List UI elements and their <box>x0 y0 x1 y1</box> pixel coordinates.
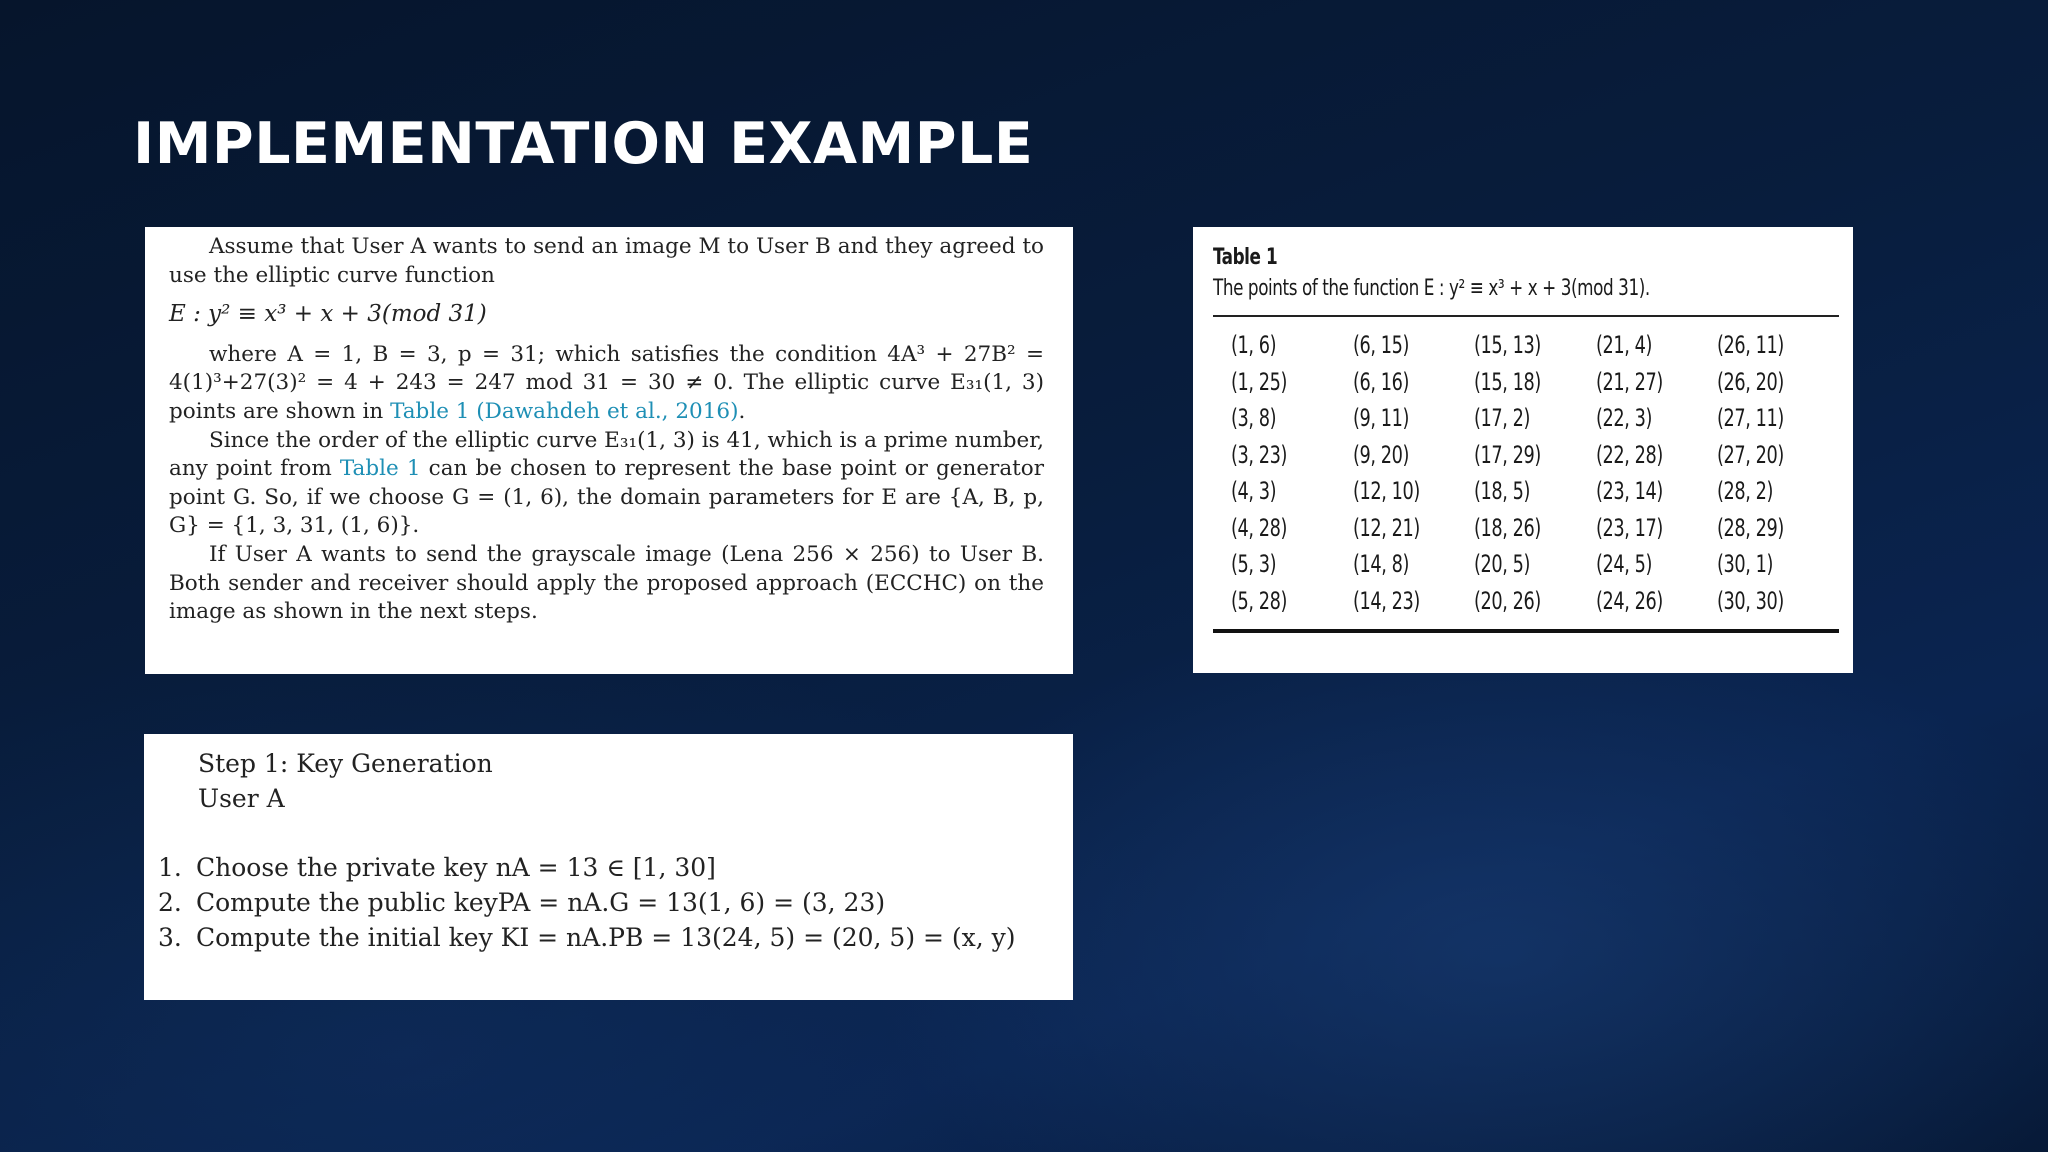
table-1-link[interactable]: Table 1 <box>390 398 470 424</box>
table-cell: (27, 20) <box>1717 440 1785 469</box>
step-number: 1. <box>158 853 182 882</box>
table-cell: (27, 11) <box>1717 404 1785 432</box>
key-generation-panel <box>144 734 1073 1000</box>
table-cell: (1, 6) <box>1231 331 1277 359</box>
table-cell: (18, 5) <box>1474 477 1531 505</box>
table-cell: (28, 29) <box>1717 513 1785 542</box>
step-text: Choose the private key nA = 13 ∈ [1, 30] <box>196 853 716 882</box>
table-cell: (17, 2) <box>1474 404 1531 432</box>
condition-end: . <box>738 398 746 424</box>
table-cell: (21, 4) <box>1595 331 1652 359</box>
table-cell: (22, 28) <box>1595 440 1663 469</box>
points-table-panel <box>1193 227 1853 673</box>
step-item <box>158 850 1061 885</box>
curve-equation: E : y² ≡ x³ + x + 3(mod 31) <box>169 301 487 328</box>
points-grid <box>1213 327 1839 619</box>
order-text-2: can be chosen to represent the base point or generator point G. So, if we choose G = (1, 6), the domain parameters for E are {A, B, p, G} = {1, 3, 31, (1, 6)}. <box>169 456 1045 539</box>
table-cell: (21, 27) <box>1595 367 1663 396</box>
table-cell: (17, 29) <box>1474 440 1542 469</box>
table-cell: (30, 1) <box>1717 550 1774 578</box>
condition-text: where A = 1, B = 3, p = 31; which satisfies the condition 4A³ + 27B² = 4(1)³+27(3)² = 4 + 243 = 247 mod 31 = 30 ≠ 0. The elliptic curve E₃₁(1, 3) points are shown in <box>169 341 1044 424</box>
step-text: Compute the initial key KI = nA.PB = 13(24, 5) = (20, 5) = (x, y) <box>196 923 1016 952</box>
table-cell: (20, 5) <box>1474 550 1531 578</box>
condition-paragraph <box>169 341 1044 427</box>
step-item <box>158 885 1061 920</box>
table-cell: (22, 3) <box>1595 404 1652 432</box>
step-number: 3. <box>158 923 182 952</box>
table-cell: (12, 21) <box>1352 513 1420 542</box>
order-text: Since the order of the elliptic curve E₃₁(1, 3) is 41, which is a prime number, any point from <box>169 427 1044 482</box>
table-cell: (4, 3) <box>1231 477 1277 505</box>
table-cell: (26, 11) <box>1717 331 1785 359</box>
step-title: Step 1: Key Generation <box>198 749 493 778</box>
table-cell: (4, 28) <box>1231 513 1287 542</box>
table-1-link-2[interactable]: Table 1 <box>339 456 421 482</box>
table-cell: (14, 23) <box>1352 586 1420 615</box>
table-cell: (12, 10) <box>1352 477 1420 505</box>
table-cell: (9, 20) <box>1352 440 1409 469</box>
table-cell: (28, 2) <box>1717 477 1774 505</box>
table-top-rule <box>1213 315 1839 317</box>
table-cell: (3, 8) <box>1231 404 1277 432</box>
step-item <box>158 920 1061 955</box>
slide-title: IMPLEMENTATION EXAMPLE <box>133 111 1034 177</box>
table-label: Table 1 <box>1213 245 1278 270</box>
table-bottom-rule <box>1213 629 1839 633</box>
table-cell: (26, 20) <box>1717 367 1785 396</box>
table-cell: (24, 5) <box>1595 550 1652 578</box>
table-cell: (24, 26) <box>1595 586 1663 615</box>
table-cell: (3, 23) <box>1231 440 1287 469</box>
table-caption: The points of the function E : y² ≡ x³ + x + 3(mod 31). <box>1213 276 1650 301</box>
step-text: Compute the public keyPA = nA.G = 13(1, 6) = (3, 23) <box>196 888 886 917</box>
table-cell: (20, 26) <box>1474 586 1542 615</box>
table-cell: (30, 30) <box>1717 586 1785 615</box>
step-list <box>158 850 1061 955</box>
table-cell: (5, 3) <box>1231 550 1277 578</box>
step-number: 2. <box>158 888 182 917</box>
table-cell: (23, 17) <box>1595 513 1663 542</box>
table-cell: (5, 28) <box>1231 586 1287 615</box>
table-cell: (14, 8) <box>1352 550 1409 578</box>
step-user: User A <box>198 784 285 813</box>
paper-text-excerpt <box>145 227 1073 674</box>
table-cell: (23, 14) <box>1595 477 1663 505</box>
table-cell: (1, 25) <box>1231 367 1287 396</box>
table-cell: (9, 11) <box>1352 404 1409 432</box>
intro-paragraph: Assume that User A wants to send an image M to User B and they agreed to use the elliptic curve function <box>169 234 1044 288</box>
table-cell: (15, 18) <box>1474 367 1542 396</box>
lena-paragraph: If User A wants to send the grayscale image (Lena 256 × 256) to User B. Both sender and receiver should apply the proposed approach (ECCHC) on the image as shown in the next steps. <box>169 541 1044 625</box>
table-cell: (15, 13) <box>1474 331 1542 359</box>
table-cell: (18, 26) <box>1474 513 1542 542</box>
citation-link[interactable]: (Dawahdeh et al., 2016) <box>476 398 739 424</box>
table-cell: (6, 16) <box>1352 367 1409 396</box>
table-cell: (6, 15) <box>1352 331 1409 359</box>
order-paragraph <box>169 427 1044 541</box>
